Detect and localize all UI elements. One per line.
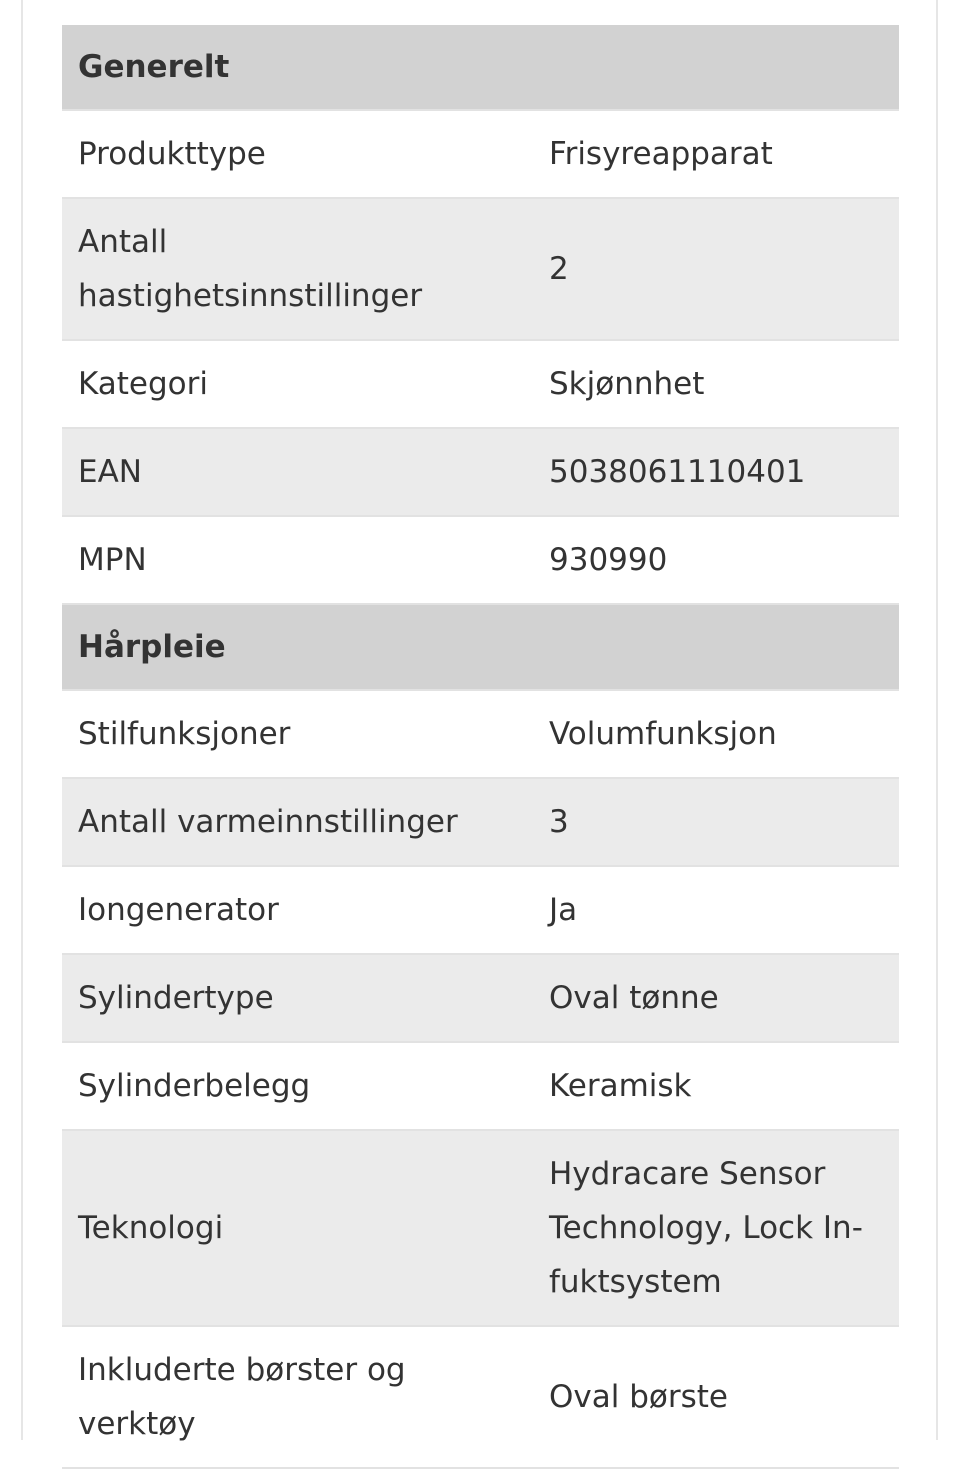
spec-value: 5038061110401 (533, 428, 899, 516)
spec-value: Ja (533, 866, 899, 954)
spec-label: Kategori (62, 340, 533, 428)
spec-row-teknologi (62, 1130, 899, 1326)
spec-label: Iongenerator (62, 866, 533, 954)
spec-label: Antall hastighetsinnstillinger (62, 198, 533, 340)
spec-value: 3 (533, 778, 899, 866)
section-title: Hårpleie (62, 604, 899, 690)
section-title: Generelt (62, 25, 899, 110)
spec-value: 2 (533, 198, 899, 340)
spec-row-produkttype (62, 110, 899, 198)
spec-label: MPN (62, 516, 533, 604)
spec-value: Volumfunksjon (533, 690, 899, 778)
spec-row-inkluderte-borster (62, 1326, 899, 1468)
spec-row-mpn (62, 516, 899, 604)
spec-value: Oval tønne (533, 954, 899, 1042)
spec-row-antall-varmeinnstillinger (62, 778, 899, 866)
spec-row-ean (62, 428, 899, 516)
spec-label: Produkttype (62, 110, 533, 198)
spec-value: Hydracare Sensor Technology, Lock In-fuktsystem (533, 1130, 899, 1326)
spec-label: Sylinderbelegg (62, 1042, 533, 1130)
spec-label: Stilfunksjoner (62, 690, 533, 778)
spec-label: Sylindertype (62, 954, 533, 1042)
spec-label: Antall varmeinnstillinger (62, 778, 533, 866)
spec-value: Oval børste (533, 1326, 899, 1468)
spec-value: Frisyreapparat (533, 110, 899, 198)
section-header-generelt (62, 25, 899, 110)
spec-row-antall-hastighetsinnstillinger (62, 198, 899, 340)
spec-value: Keramisk (533, 1042, 899, 1130)
specifications-table (62, 25, 899, 1469)
spec-row-sylinderbelegg (62, 1042, 899, 1130)
spec-row-kategori (62, 340, 899, 428)
spec-row-sylindertype (62, 954, 899, 1042)
section-header-harpleie (62, 604, 899, 690)
spec-value: 930990 (533, 516, 899, 604)
spec-label: EAN (62, 428, 533, 516)
spec-label: Teknologi (62, 1130, 533, 1326)
spec-row-stilfunksjoner (62, 690, 899, 778)
spec-row-iongenerator (62, 866, 899, 954)
spec-value: Skjønnhet (533, 340, 899, 428)
spec-label: Inkluderte børster og verktøy (62, 1326, 533, 1468)
